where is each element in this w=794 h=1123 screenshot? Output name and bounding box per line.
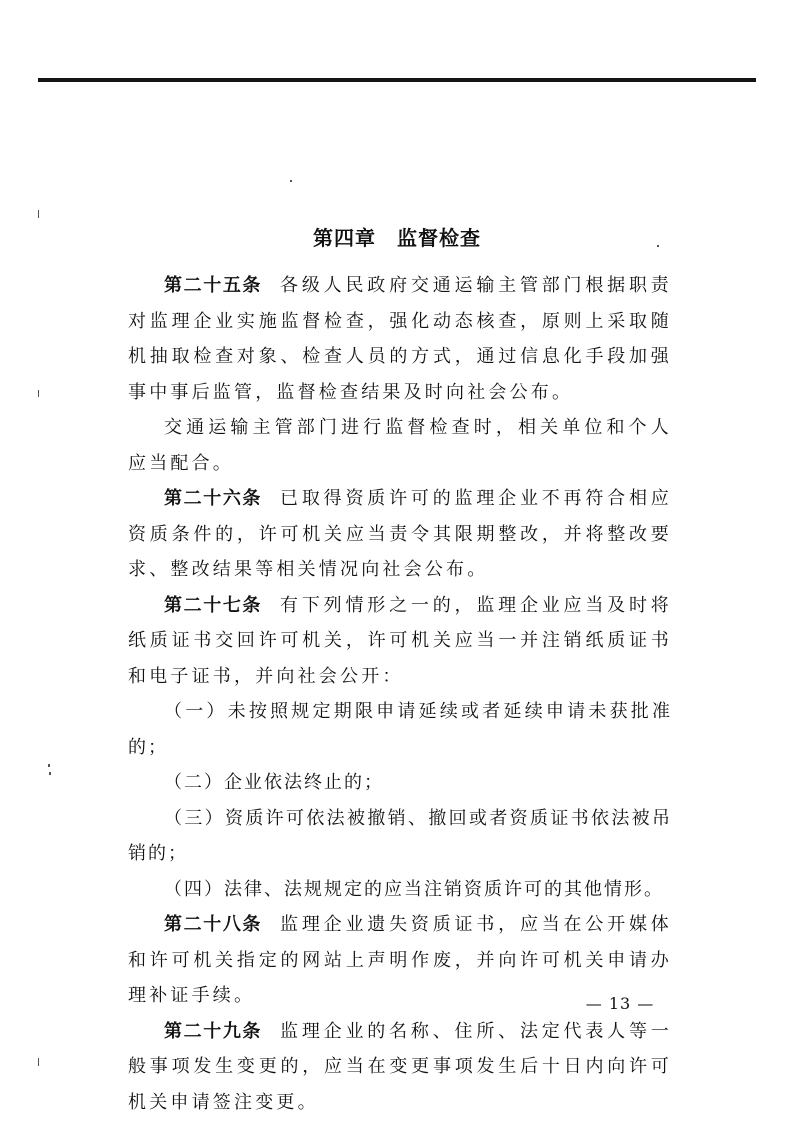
list-item: （四）法律、法规规定的应当注销资质许可的其他情形。: [164, 878, 664, 900]
article-text: 交通运输主管部门进行监督检查时，相关单位和个人应当配合。: [128, 417, 672, 474]
scan-speck: [290, 180, 292, 182]
article-text: 有下列情形之一的，监理企业应当及时将纸质证书交回许可机关，许可机关应当一并注销纸质证书和电子证书，并向社会公开：: [128, 594, 672, 687]
list-item: （一）未按照规定期限申请延续或者延续申请未获批准的；: [128, 701, 672, 758]
article-label: 第二十六条: [164, 488, 263, 509]
page-number: — 13 —: [585, 994, 655, 1013]
article-text: 监理企业的名称、住所、法定代表人等一般事项发生变更的，应当在变更事项发生后十日内向许可机关申请签注变更。: [128, 1020, 672, 1113]
article-label: 第二十七条: [164, 594, 263, 616]
article-label: 第二十五条: [164, 275, 263, 296]
article-label: 第二十八条: [164, 914, 263, 935]
scan-speck: [48, 764, 50, 767]
article-text: 已取得资质许可的监理企业不再符合相应资质条件的，许可机关应当责令其限期整改，并将整改要求、整改结果等相关情况向社会公布。: [128, 488, 672, 580]
scan-speck: [38, 1058, 39, 1066]
list-item: （二）企业依法终止的；: [164, 772, 384, 793]
list-item: （三）资质许可依法被撤销、撤回或者资质证书依法被吊销的；: [128, 807, 672, 864]
article-25-paragraph-2: [128, 410, 672, 481]
document-body: [128, 268, 672, 1120]
article-27: [128, 588, 672, 695]
header-rule: [38, 78, 756, 82]
article-26: [128, 481, 672, 588]
article-label: 第二十九条: [164, 1020, 263, 1042]
chapter-title: 第四章 监督检查: [313, 226, 481, 250]
article-text: 各级人民政府交通运输主管部门根据职责对监理企业实施监督检查，强化动态核查，原则上采取随机抽取检查对象、检查人员的方式，通过信息化手段加强事中事后监管，监督检查结果及时向社会公布。: [128, 275, 672, 403]
scan-speck: [49, 772, 51, 775]
scan-speck: [38, 390, 39, 397]
article-25: [128, 268, 672, 410]
article-29: [128, 1014, 672, 1121]
scan-speck: [38, 210, 39, 218]
article-text: 监理企业遗失资质证书，应当在公开媒体和许可机关指定的网站上声明作废，并向许可机关申请办理补证手续。: [128, 914, 672, 1006]
